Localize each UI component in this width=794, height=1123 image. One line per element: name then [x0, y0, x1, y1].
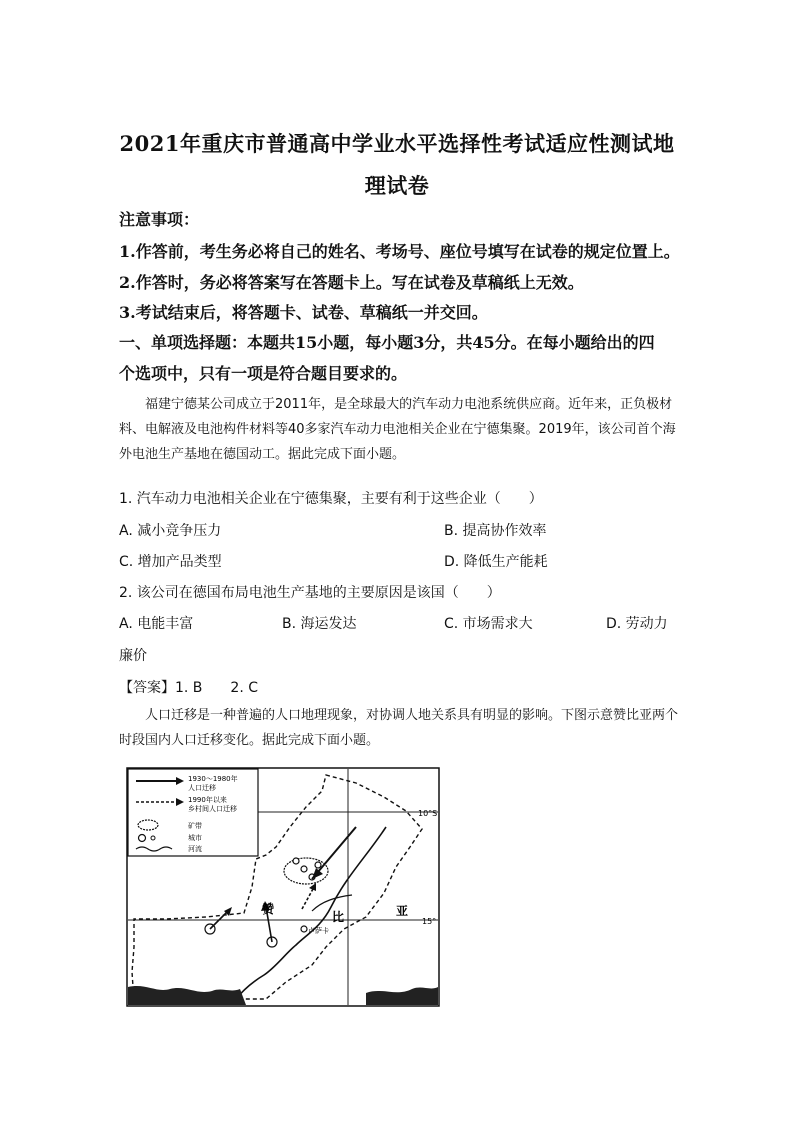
q1-option-c: C. 增加产品类型 [119, 554, 222, 570]
answer-line: 【答案】1. B 2. C [119, 680, 258, 696]
legend-label-4: 乡村间人口迁移 [188, 805, 237, 813]
q1-option-d: D. 降低生产能耗 [444, 554, 548, 570]
terrain-shading [128, 986, 246, 1005]
q2-option-c: C. 市场需求大 [444, 616, 533, 632]
city-marker [315, 862, 321, 868]
legend-label-1: 1930～1980年 [188, 775, 238, 783]
passage-2: 人口迁移是一种普遍的人口地理现象，对协调人地关系具有明显的影响。下图示意赞比亚两个时段国内人口迁移变化。据此完成下面小题。 [119, 708, 679, 748]
note-item-1: 1.作答前，考生务必将自己的姓名、考场号、座位号填写在试卷的规定位置上。 [119, 242, 680, 261]
q2-option-a: A. 电能丰富 [119, 616, 194, 632]
zambia-migration-map [126, 767, 440, 1007]
notes-heading: 注意事项： [119, 210, 200, 229]
legend-label-2: 人口迁移 [188, 784, 216, 792]
q2-option-d: D. 劳动力 [606, 616, 668, 632]
map-label-latitude-10: 10°S [418, 809, 438, 818]
terrain-shading [366, 987, 438, 1005]
q2-option-d-continued: 廉价 [119, 648, 147, 664]
legend-label-3: 1990年以来 [188, 796, 227, 804]
map-label-ya: 亚 [396, 904, 409, 918]
map-label-lusaka: 卢萨卡 [308, 927, 329, 935]
map-label-latitude-15: 15° [422, 917, 437, 926]
question-1-stem: 1. 汽车动力电池相关企业在宁德集聚，主要有利于这些企业（ ） [119, 491, 543, 507]
q1-option-b: B. 提高协作效率 [444, 523, 547, 539]
river-tributary [312, 895, 352, 911]
page-title: 2021年重庆市普通高中学业水平选择性考试适应性测试地 [119, 131, 675, 156]
note-item-3: 3.考试结束后，将答题卡、试卷、草稿纸一并交回。 [119, 303, 488, 322]
legend-label-5: 矿带 [188, 822, 202, 830]
map-label-bi: 比 [332, 910, 345, 924]
q2-option-b: B. 海运发达 [282, 616, 357, 632]
legend-label-6: 城市 [188, 834, 202, 842]
migration-arrow-dashed [302, 887, 314, 909]
question-2-stem: 2. 该公司在德国布局电池生产基地的主要原因是该国（ ） [119, 585, 501, 601]
section-heading: 一、单项选择题：本题共15小题，每小题3分，共45分。在每小题给出的四 [119, 333, 655, 352]
map-label-zan: 赞 [262, 902, 275, 916]
section-heading-continued: 个选项中，只有一项是符合题目要求的。 [119, 364, 408, 383]
city-marker [293, 858, 299, 864]
city-marker [301, 866, 307, 872]
passage-1: 福建宁德某公司成立于2011年，是全球最大的汽车动力电池系统供应商。近年来，正负极材料、电解液及电池构件材料等40多家汽车动力电池相关企业在宁德集聚。2019年，该公司首个海外电池生产基地在德国动工。据此完成下面小题。 [119, 397, 676, 462]
page-title-continued: 理试卷 [364, 173, 430, 198]
q1-option-a: A. 减小竞争压力 [119, 523, 222, 539]
lusaka-marker [301, 926, 307, 932]
note-item-2: 2.作答时，务必将答案写在答题卡上。写在试卷及草稿纸上无效。 [119, 273, 584, 292]
legend-label-7: 河流 [188, 845, 202, 853]
